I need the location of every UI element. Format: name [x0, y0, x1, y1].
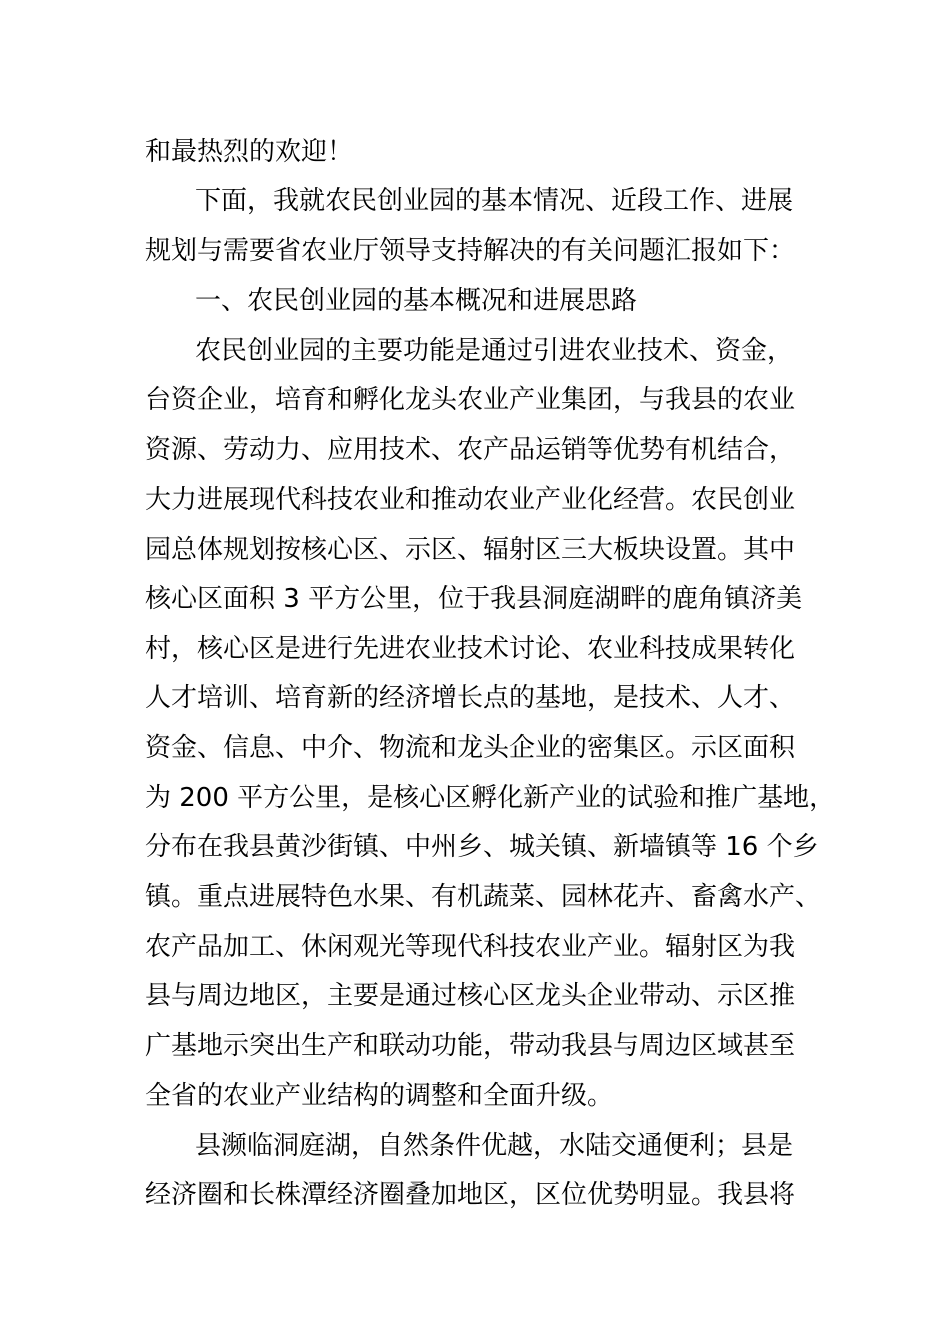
text-line: 农产品加工、休闲观光等现代科技农业产业。辐射区为我 — [145, 932, 796, 962]
text-line: 经济圈和长株潭经济圈叠加地区，区位优势明显。我县将 — [145, 1180, 796, 1210]
text-line: 全省的农业产业结构的调整和全面升级。 — [145, 1081, 614, 1111]
text-line: 资金、信息、中介、物流和龙头企业的密集区。示区面积 — [145, 733, 796, 763]
text-line: 大力进展现代科技农业和推动农业产业化经营。农民创业 — [145, 485, 796, 515]
text-line: 镇。重点进展特色水果、有机蔬菜、园林花卉、畜禽水产、 — [145, 882, 822, 912]
text-line: 园总体规划按核心区、示区、辐射区三大板块设置。其中 — [145, 535, 796, 565]
section-heading: 一、农民创业园的基本概况和进展思路 — [195, 286, 638, 316]
text-line: 资源、劳动力、应用技术、农产品运销等优势有机结合， — [145, 435, 796, 465]
text-line: 核心区面积 3 平方公里，位于我县洞庭湖畔的鹿角镇济美 — [145, 584, 803, 614]
text-line: 人才培训、培育新的经济增长点的基地，是技术、人才、 — [145, 683, 796, 713]
text-line: 台资企业，培育和孵化龙头农业产业集团，与我县的农业 — [145, 385, 796, 415]
paragraph-start-line: 县濒临洞庭湖，自然条件优越，水陆交通便利；县是 — [195, 1131, 794, 1161]
paragraph-start-line: 农民创业园的主要功能是通过引进农业技术、资金， — [195, 336, 794, 366]
text-line: 分布在我县黄沙街镇、中州乡、城关镇、新墙镇等 16 个乡 — [145, 832, 819, 862]
text-line: 县与周边地区，主要是通过核心区龙头企业带动、示区推 — [145, 981, 796, 1011]
text-line: 为 200 平方公里，是核心区孵化新产业的试验和推广基地， — [145, 783, 836, 813]
text-line: 村，核心区是进行先进农业技术讨论、农业科技成果转化 — [145, 634, 796, 664]
text-line: 广基地示突出生产和联动功能，带动我县与周边区域甚至 — [145, 1031, 796, 1061]
text-line: 规划与需要省农业厅领导支持解决的有关问题汇报如下： — [145, 236, 796, 266]
paragraph-start-line: 下面，我就农民创业园的基本情况、近段工作、进展 — [195, 186, 794, 216]
text-line: 和最热烈的欢迎！ — [145, 137, 354, 167]
